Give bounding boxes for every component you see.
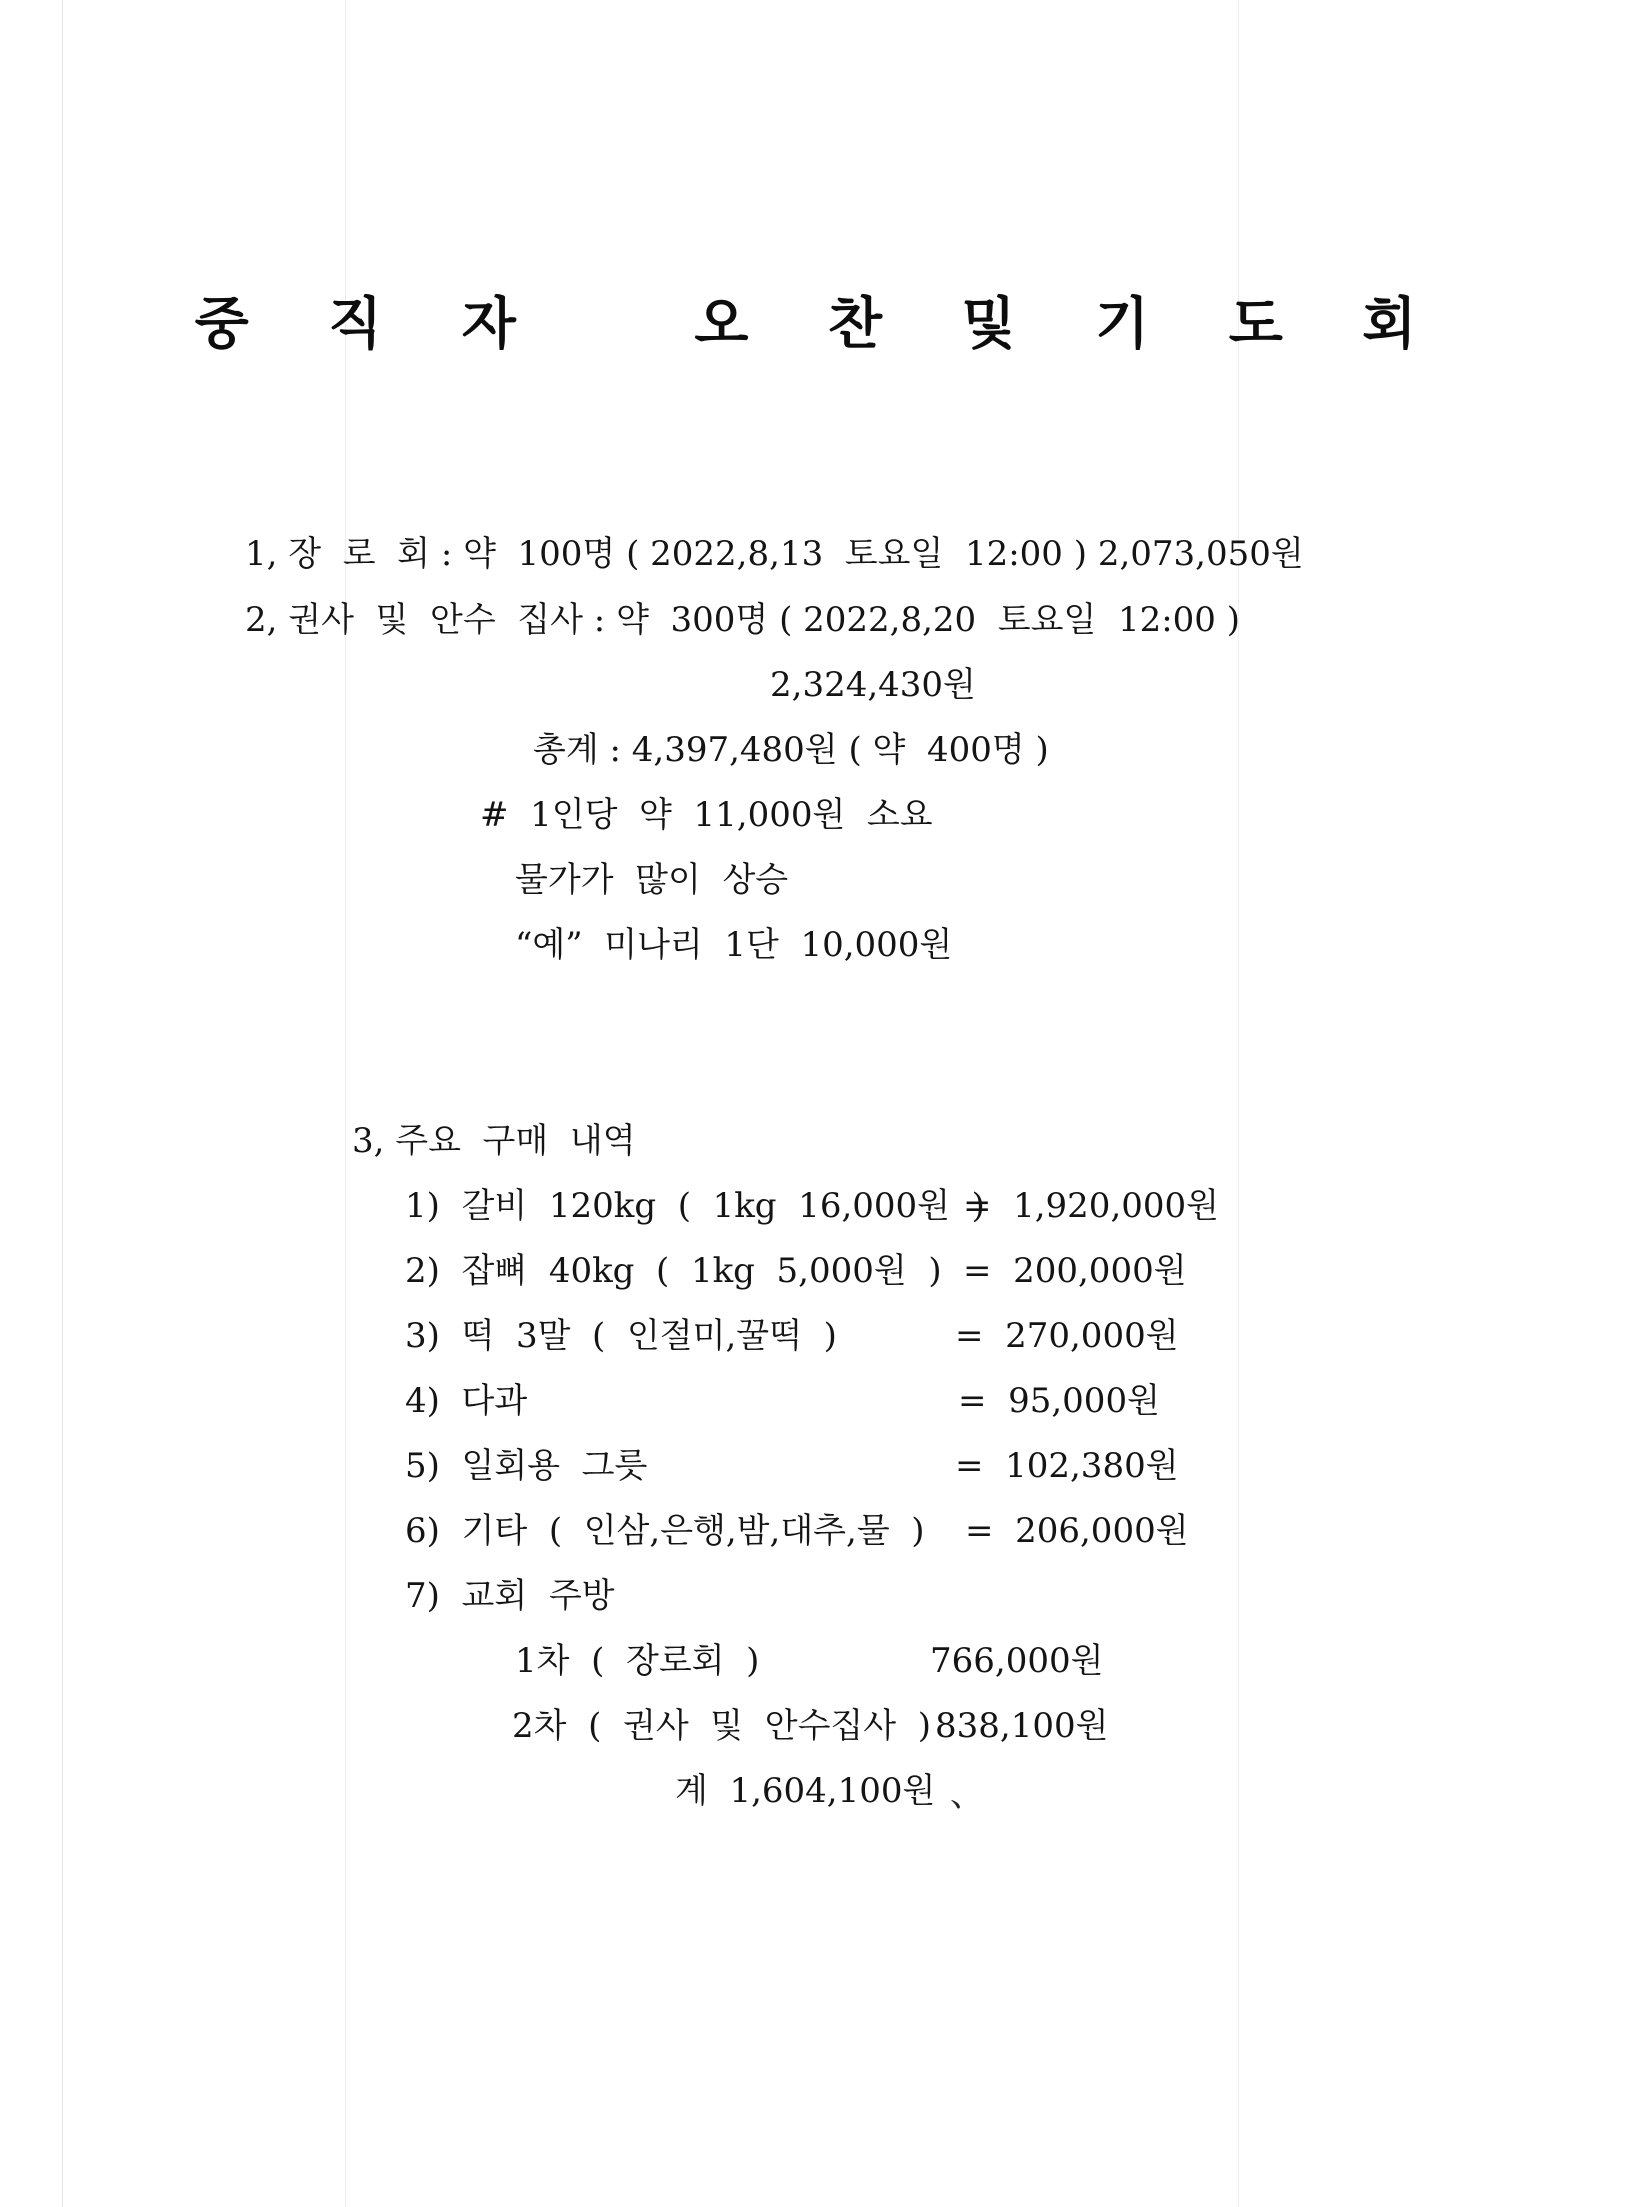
section-2-deacons: 2, 권사 및 안수 집사 : 약 300명 ( 2022,8,20 토요일 12:00 ) [245,600,1241,640]
purchase-item-value: = 102,380원 [955,1446,1179,1486]
purchase-item-label: 3) 떡 3말 ( 인절미,꿀떡 ) [405,1316,837,1356]
purchase-item-value: = 200,000원 [963,1251,1187,1291]
section-1-elders: 1, 장 로 회 : 약 100명 ( 2022,8,13 토요일 12:00 ) 2,073,050원 [245,534,1304,574]
kitchen-row-value: 838,100원 [935,1706,1109,1746]
purchase-item-label: 5) 일회용 그릇 [405,1446,648,1486]
purchase-item-label: 6) 기타 ( 인삼,은행,밤,대추,물 ) [405,1511,925,1551]
kitchen-total: 계 1,604,100원 [675,1771,936,1811]
grand-total: 총계 : 4,397,480원 ( 약 400명 ) [533,730,1049,770]
purchase-item-value: = 206,000원 [965,1511,1189,1551]
kitchen-heading: 7) 교회 주방 [405,1576,615,1616]
document-title: 중 직 자 오 찬 및 기 도 회 [194,292,1447,357]
note-line: “예” 미나리 1단 10,000원 [515,925,953,965]
section-3-heading: 3, 주요 구매 내역 [352,1121,636,1161]
kitchen-row-label: 1차 ( 장로회 ) [515,1641,760,1681]
purchase-item-value: = 270,000원 [955,1316,1179,1356]
kitchen-row-value: 766,000원 [930,1641,1104,1681]
section-2-amount: 2,324,430원 [770,665,976,705]
purchase-item-label: 4) 다과 [405,1381,528,1421]
purchase-item-label: 2) 잡뼈 40kg ( 1kg 5,000원 ) [405,1251,942,1291]
note-line: 물가가 많이 상승 [515,860,789,900]
note-line: # 1인당 약 11,000원 소요 [480,795,933,835]
purchase-item-label: 1) 갈비 120kg ( 1kg 16,000원 ) [405,1186,985,1226]
purchase-item-value: = 95,000원 [958,1381,1160,1421]
trailing-mark: 、 [950,1775,984,1815]
kitchen-row-label: 2차 ( 권사 및 안수집사 ) [512,1706,931,1746]
purchase-item-value: = 1,920,000원 [963,1186,1219,1226]
